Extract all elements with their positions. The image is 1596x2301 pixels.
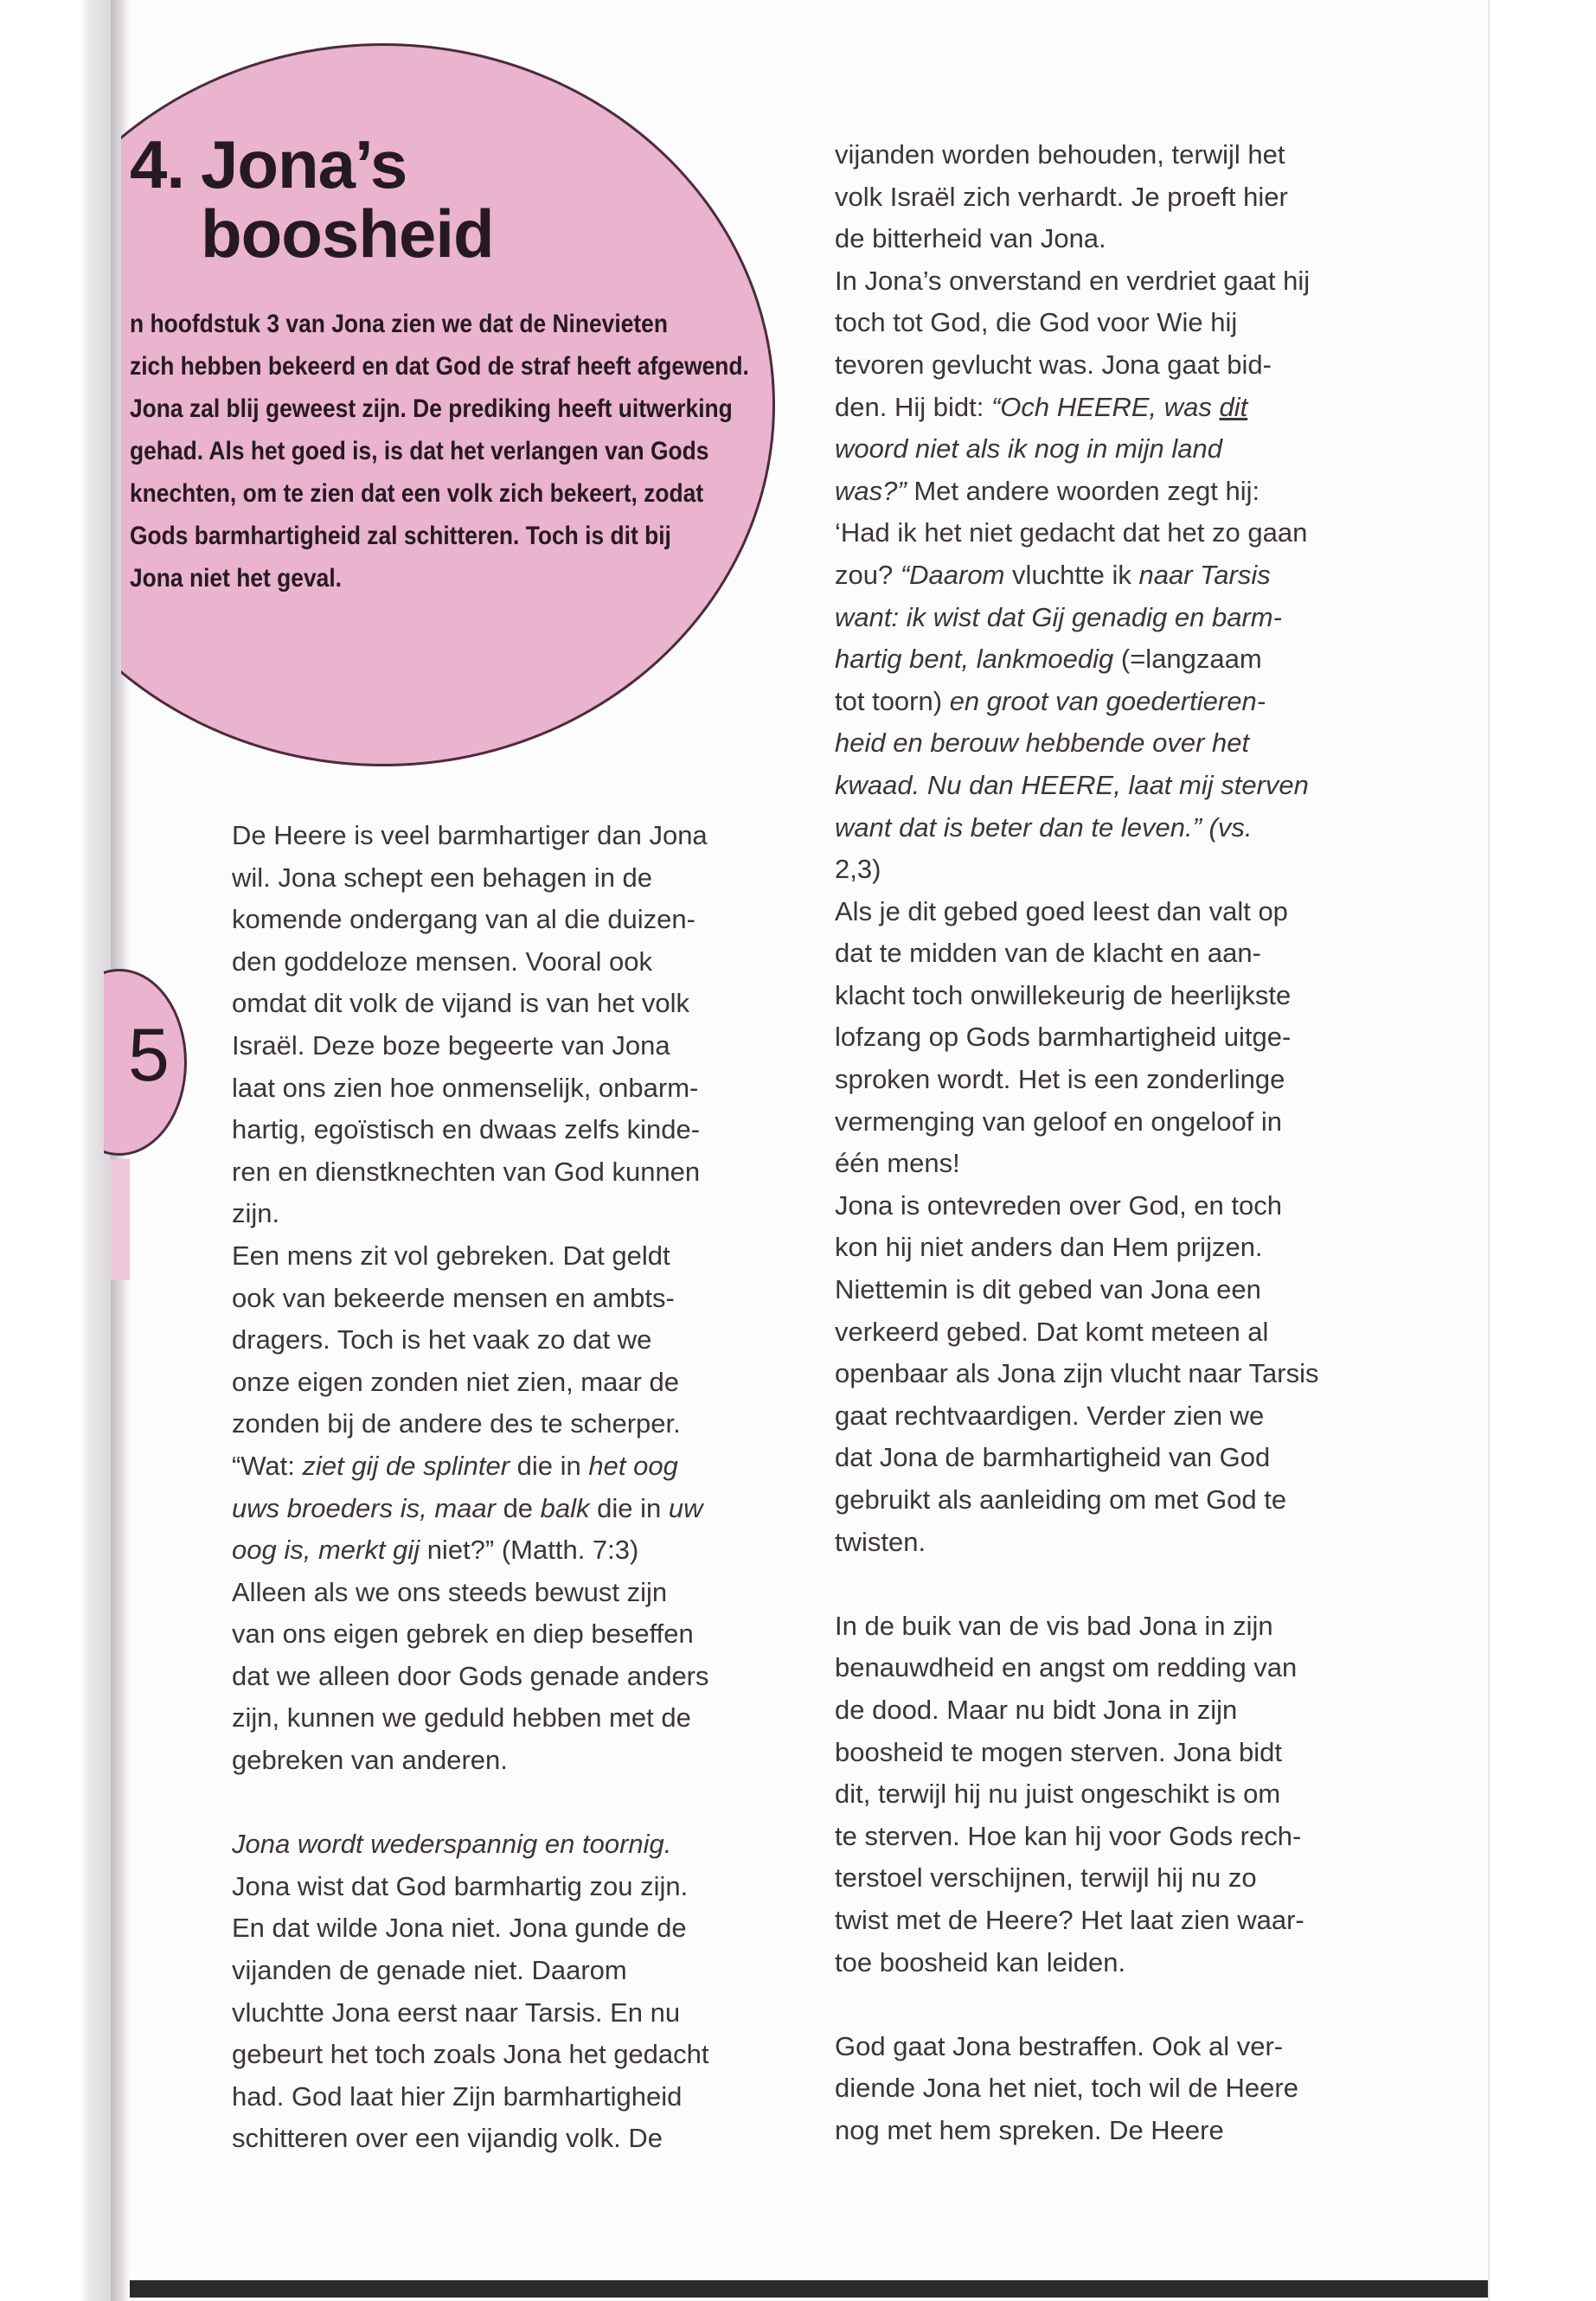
paragraph-gap: [835, 1563, 1388, 1606]
text-line: Een mens zit vol gebreken. Dat geldt: [232, 1240, 670, 1271]
text-line: sproken wordt. Het is een zonderlinge: [835, 1064, 1285, 1095]
text-line: de dood. Maar nu bidt Jona in zijn: [835, 1694, 1238, 1725]
quote-part: “Wat:: [232, 1450, 303, 1481]
text-line: vluchtte Jona eerst naar Tarsis. En nu: [232, 1997, 681, 2028]
text-line: dat te midden van de klacht en aan-: [835, 938, 1261, 969]
quote-italic: uws broeders is, maar: [232, 1492, 496, 1523]
text-line: tevoren gevlucht was. Jona gaat bid-: [835, 349, 1272, 380]
prayer-line: [835, 807, 1388, 849]
chapter-intro: [130, 303, 749, 599]
text-line: kon hij niet anders dan Hem prijzen.: [835, 1232, 1263, 1263]
right-column: [835, 134, 1388, 2152]
scan-margin: [0, 0, 112, 2301]
subheading-text: Jona wordt wederspannig en toornig.: [232, 1829, 672, 1860]
text-line: dat Jona de barmhartigheid van God: [835, 1442, 1271, 1473]
text-italic: naar Tarsis: [1138, 559, 1271, 590]
text-line: zonden bij de andere des te scherper.: [232, 1408, 681, 1439]
text-italic-underlined: dit: [1219, 391, 1248, 422]
text-part: den. Hij bidt:: [835, 391, 991, 422]
text-line: onze eigen zonden niet zien, maar de: [232, 1366, 680, 1397]
text-italic: heid en berouw hebbende over het: [835, 727, 1250, 759]
text-line: In de buik van de vis bad Jona in zijn: [835, 1610, 1273, 1641]
title-line-1: Jona’s: [201, 126, 407, 202]
text-italic: was?”: [835, 475, 907, 506]
text-italic: want: ik wist dat Gij genadig en barm-: [835, 601, 1282, 632]
text-line: Israël. Deze boze begeerte van Jona: [232, 1029, 670, 1061]
text-line: diende Jona het niet, toch wil de Heere: [835, 2073, 1298, 2104]
prayer-line: [835, 765, 1388, 807]
text-line: één mens!: [835, 1148, 960, 1179]
text-line: En dat wilde Jona niet. Jona gunde de: [232, 1913, 687, 1944]
prayer-line: [835, 638, 1388, 681]
chapter-number: 4.: [130, 126, 185, 202]
text-line: schitteren over een vijandig volk. De: [232, 2123, 663, 2154]
text-line: nog met hem spreken. De Heere: [835, 2114, 1224, 2145]
text-part: Met andere woorden zegt hij:: [906, 475, 1260, 506]
text-line: dat we alleen door Gods genade anders: [232, 1660, 709, 1691]
text-italic: “Och HEERE, was: [990, 391, 1220, 422]
text-line: Niettemin is dit gebed van Jona een: [835, 1274, 1261, 1305]
text-line: komende ondergang van al die duizen-: [232, 904, 695, 935]
quote-italic: uw: [668, 1492, 703, 1523]
text-line: gebruikt als aanleiding om met God te: [835, 1484, 1287, 1515]
prayer-line: [835, 597, 1388, 639]
text-italic: woord niet als ik nog in mijn land: [835, 433, 1223, 465]
text-line: vijanden worden behouden, terwijl het: [835, 139, 1285, 170]
text-line: ook van bekeerde mensen en ambts-: [232, 1282, 675, 1313]
intro-line: Jona niet het geval.: [130, 564, 343, 593]
text-line: dragers. Toch is het vaak zo dat we: [232, 1324, 652, 1356]
quote-italic: balk: [540, 1492, 590, 1523]
prayer-line: ‘Had ik het niet gedacht dat het zo gaan: [835, 517, 1308, 548]
intro-line: gehad. Als het goed is, is dat het verlangen van Gods: [130, 437, 709, 465]
prayer-line: 2,3): [835, 854, 881, 885]
quote-line: [232, 1529, 785, 1572]
quote-italic: het oog: [588, 1450, 678, 1481]
text-line: Jona wist dat God barmhartig zou zijn.: [232, 1870, 689, 1901]
text-line: benauwdheid en angst om redding van: [835, 1652, 1298, 1683]
text-italic: en groot van goedertieren-: [949, 685, 1266, 716]
intro-line: zich hebben bekeerd en dat God de straf heeft afgewend.: [130, 352, 749, 381]
text-part: tot toorn): [835, 685, 950, 716]
text-line: In Jona’s onverstand en verdriet gaat hij: [835, 265, 1311, 296]
intro-line: n hoofdstuk 3 van Jona zien we dat de Ninevieten: [130, 310, 668, 338]
text-line: Alleen als we ons steeds bewust zijn: [232, 1576, 668, 1607]
text-line: wil. Jona schept een behagen in de: [232, 862, 653, 893]
text-line: klacht toch onwillekeurig de heerlijkste: [835, 979, 1292, 1010]
prayer-line: [835, 554, 1388, 597]
title-line-2: boosheid: [201, 195, 494, 272]
text-line: vijanden de genade niet. Daarom: [232, 1955, 627, 1986]
text-italic: want dat is beter dan te leven.” (vs.: [835, 811, 1253, 843]
text-line: volk Israël zich verhardt. Je proeft hier: [835, 181, 1288, 212]
quote-line: [232, 1445, 785, 1488]
prayer-line: [835, 722, 1388, 765]
prayer-line: [835, 387, 1388, 429]
quote-italic: ziet gij de splinter: [302, 1450, 510, 1481]
text-line: toch tot God, die God voor Wie hij: [835, 307, 1238, 338]
text-italic: hartig bent, lankmoedig: [835, 644, 1114, 675]
text-line: toe boosheid kan leiden.: [835, 1946, 1126, 1977]
text-line: den goddeloze mensen. Vooral ook: [232, 945, 653, 977]
text-line: te sterven. Hoe kan hij voor Gods rech-: [835, 1820, 1302, 1851]
text-line: God gaat Jona bestraffen. Ook al ver-: [835, 2030, 1284, 2061]
text-line: openbaar als Jona zijn vlucht naar Tarsis: [835, 1358, 1319, 1389]
text-line: gebreken van anderen.: [232, 1745, 508, 1776]
text-line: dit, terwijl hij nu juist ongeschikt is om: [835, 1779, 1281, 1810]
text-line: van ons eigen gebrek en diep beseffen: [232, 1618, 694, 1650]
text-line: zijn.: [232, 1198, 280, 1229]
next-chapter-number: 5: [128, 1014, 170, 1097]
prayer-line: [835, 681, 1388, 723]
text-italic: “Daarom: [900, 559, 1005, 590]
text-line: twisten.: [835, 1526, 926, 1557]
text-line: gaat rechtvaardigen. Verder zien we: [835, 1400, 1265, 1431]
prayer-line: [835, 428, 1388, 471]
text-line: omdat dit volk de vijand is van het volk: [232, 988, 689, 1019]
text-line: Jona is ontevreden over God, en toch: [835, 1189, 1282, 1221]
quote-part: de: [495, 1492, 541, 1523]
text-line: twist met de Heere? Het laat zien waar-: [835, 1904, 1304, 1935]
intro-line: Gods barmhartigheid zal schitteren. Toch is dit bij: [130, 522, 671, 550]
text-line: lofzang op Gods barmhartigheid uitge-: [835, 1022, 1292, 1053]
prayer-line: [835, 471, 1388, 513]
text-line: boosheid te mogen sterven. Jona bidt: [835, 1736, 1283, 1767]
text-line: ren en dienstknechten van God kunnen: [232, 1156, 701, 1187]
text-line: laat ons zien hoe onmenselijk, onbarm-: [232, 1072, 699, 1103]
page-bottom-edge: [130, 2280, 1488, 2298]
quote-italic: oog is, merkt gij: [232, 1535, 420, 1566]
paragraph-gap: [232, 1782, 785, 1824]
quote-part: die in: [510, 1450, 589, 1481]
text-line: vermenging van geloof en ongeloof in: [835, 1106, 1283, 1137]
left-column: [232, 815, 785, 2160]
chapter-title: [130, 126, 494, 272]
text-line: gebeurt het toch zoals Jona het gedacht: [232, 2039, 709, 2070]
tab-strip: [111, 1159, 130, 1280]
text-line: verkeerd gebed. Dat komt meteen al: [835, 1316, 1269, 1347]
section-subheading: [232, 1823, 785, 1866]
text-line: de bitterheid van Jona.: [835, 223, 1106, 254]
quote-line: [232, 1488, 785, 1530]
text-part: vluchtte ik: [1004, 559, 1139, 590]
quote-part: niet?” (Matth. 7:3): [420, 1535, 639, 1566]
text-line: De Heere is veel barmhartiger dan Jona: [232, 820, 708, 850]
quote-part: die in: [589, 1492, 669, 1523]
paragraph-gap: [835, 1984, 1388, 2026]
intro-line: knechten, om te zien dat een volk zich bekeert, zodat: [130, 479, 704, 508]
text-line: zijn, kunnen we geduld hebben met de: [232, 1702, 691, 1734]
text-line: had. God laat hier Zijn barmhartigheid: [232, 2080, 683, 2112]
text-line: Als je dit gebed goed leest dan valt op: [835, 895, 1288, 926]
text-italic: kwaad. Nu dan HEERE, laat mij sterven: [835, 769, 1309, 800]
text-line: terstoel verschijnen, terwijl hij nu zo: [835, 1862, 1257, 1894]
text-part: zou?: [835, 559, 901, 590]
intro-line: Jona zal blij geweest zijn. De prediking heeft uitwerking: [130, 394, 733, 423]
text-line: hartig, egoïstisch en dwaas zelfs kinde-: [232, 1114, 701, 1145]
text-part: (=langzaam: [1113, 644, 1262, 675]
